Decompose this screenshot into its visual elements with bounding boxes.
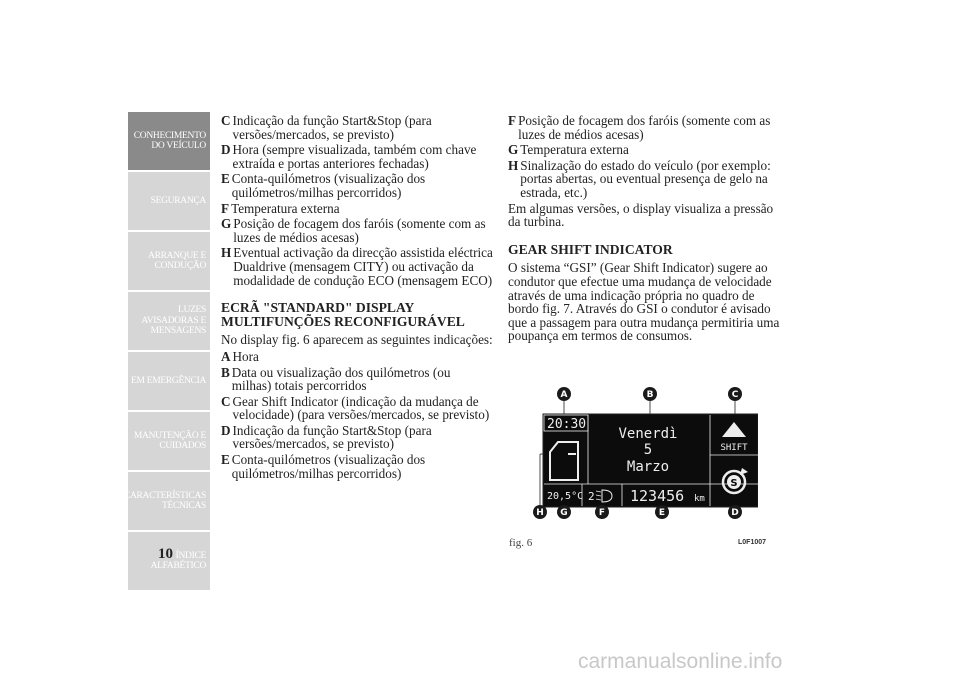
legend-item (221, 202, 493, 216)
item-text: Posição de focagem dos faróis (somente com as luzes de médios acesas) (233, 216, 486, 245)
item-letter: D (221, 142, 231, 158)
display-day: Venerdì (618, 426, 678, 442)
display-figure (530, 384, 758, 530)
section-heading: GEAR SHIFT INDICATOR (508, 241, 673, 257)
legend-item (221, 453, 493, 480)
sidebar-tab[interactable] (128, 292, 210, 350)
display-shift: SHIFT (720, 443, 748, 453)
paragraph: Em algumas versões, o display visualiza a pressão da turbina. (508, 200, 774, 230)
sidebar-nav (123, 112, 210, 592)
callout-label: G (560, 508, 568, 519)
callout-label: H (536, 508, 544, 519)
display-date: 5 (643, 442, 653, 458)
item-letter: H (221, 245, 232, 261)
item-letter: F (508, 113, 517, 128)
item-letter: F (221, 200, 230, 216)
sidebar-tab-label: EM EMERGÊNCIA (131, 375, 206, 386)
item-letter: B (221, 364, 230, 380)
sidebar-tab-label: MANUTENÇÃO E (133, 430, 206, 441)
paragraph: O sistema “GSI” (Gear Shift Indicator) sugere ao condutor que efectue uma mudança de velocidade através de uma indicação própria no quadro de bordo fig. 7. Através do GSI o condutor é avisado que a passagem para outra mudança permitiria uma poupança em termos de consumos. (508, 260, 780, 344)
item-letter: A (221, 348, 231, 364)
item-text: Conta-quilómetros (visualização dos quilómetros/milhas percorridos) (231, 452, 426, 481)
item-list (221, 114, 493, 287)
item-letter: H (508, 157, 519, 173)
sidebar-tab-label: AVISADORAS E (141, 315, 206, 326)
item-letter: D (221, 422, 231, 438)
legend-item (508, 159, 780, 200)
callout-marker (643, 387, 657, 401)
callout-label: A (560, 390, 568, 401)
legend-item (221, 217, 493, 244)
page-number: 10 (158, 546, 173, 562)
callout-label: F (598, 508, 606, 519)
figure-code: L0F1007 (738, 539, 767, 546)
item-text: Temperatura externa (520, 142, 629, 158)
legend-item (221, 246, 493, 287)
legend-item (221, 395, 493, 422)
item-text: Hora (232, 348, 259, 364)
sidebar-tab[interactable] (128, 352, 210, 410)
sidebar-tab-label: SEGURANÇA (150, 195, 206, 206)
sidebar-tab[interactable] (123, 472, 210, 530)
item-letter: G (508, 142, 519, 158)
sidebar-tab[interactable] (128, 232, 210, 290)
sidebar-tab[interactable] (128, 112, 210, 170)
legend-item (221, 350, 493, 364)
sidebar-tab-label: LUZES (177, 305, 206, 316)
legend-item (221, 172, 493, 199)
item-letter: C (221, 113, 231, 128)
callout-marker (655, 505, 669, 519)
display-time: 20:30 (547, 417, 587, 432)
callout-marker (533, 505, 547, 519)
legend-item (221, 143, 493, 170)
sidebar-tab-label: ALFABÉTICO (150, 561, 206, 571)
svg-text:2: 2 (588, 490, 595, 503)
item-text: Temperatura externa (231, 200, 340, 216)
callout-label: B (646, 390, 654, 401)
sidebar-tab-label: CUIDADOS (159, 441, 206, 451)
item-text: Hora (sempre visualizada, também com chave extraída e portas anteriores fechadas) (232, 142, 477, 171)
callout-marker (728, 505, 742, 519)
left-column (221, 114, 493, 482)
sidebar-tab-label: CONHECIMENTO (133, 130, 206, 141)
item-text: Eventual activação da direcção assistida eléctrica Dualdrive (mensagem CITY) ou activação da modalidade de condução ECO (mensagem ECO) (233, 245, 493, 288)
display-unit: km (694, 494, 705, 504)
callout-marker (557, 505, 571, 519)
sidebar-tab-label: DO VEÍCULO (151, 141, 206, 151)
sidebar-tab[interactable] (128, 172, 210, 230)
item-text: Indicação da função Start&Stop (para versões/mercados, se previsto) (232, 113, 432, 142)
item-letter: G (221, 216, 232, 232)
sidebar-tab-label: TÉCNICAS (161, 501, 206, 511)
sidebar-tab-label: ÍNDICE (175, 550, 206, 561)
callout-label: C (731, 390, 739, 401)
legend-item (221, 366, 493, 393)
item-text: Data ou visualização dos quilómetros (ou milhas) totais percorridos (231, 364, 451, 394)
legend-item (221, 424, 493, 451)
item-text: Conta-quilómetros (visualização dos quilómetros/milhas percorridos) (231, 171, 426, 200)
watermark: carmanualsonline.info (578, 650, 783, 673)
callout-label: E (658, 508, 666, 519)
item-letter: E (221, 452, 230, 468)
item-text: Sinalização do estado do veículo (por exemplo: portas abertas, ou eventual presença de gelo na estrada, etc.) (520, 157, 771, 200)
item-text: Gear Shift Indicator (indicação da mudança de velocidade) (para versões/mercados, se previsto) (232, 393, 490, 423)
item-text: Indicação da função Start&Stop (para versões/mercados, se previsto) (232, 422, 432, 452)
sidebar-tab-label: MENSAGENS (150, 326, 206, 337)
legend-item (508, 143, 780, 157)
display-month: Marzo (626, 459, 670, 475)
sidebar-tab[interactable] (128, 412, 210, 470)
sidebar-tab-label: ARRANQUE E (148, 250, 206, 261)
legend-item (508, 114, 780, 141)
item-letter: C (221, 393, 231, 409)
display-temp: 20,5°C (547, 491, 584, 502)
right-column (508, 114, 780, 346)
sidebar-tab-label: CONDUÇÃO (154, 261, 206, 271)
item-text: Posição de focagem dos faróis (somente com as luzes de médios acesas) (518, 113, 771, 142)
item-list (221, 350, 493, 480)
callout-label: D (731, 508, 739, 519)
paragraph: No display fig. 6 aparecem as seguintes indicações: (221, 332, 493, 348)
callout-marker (557, 387, 571, 401)
section-heading: ECRÃ "STANDARD" DISPLAY MULTIFUNÇÕES RECONFIGURÁVEL (221, 300, 465, 329)
callout-marker (728, 387, 742, 401)
callout-marker (595, 505, 609, 519)
item-letter: E (221, 171, 230, 187)
svg-text:S: S (730, 478, 738, 489)
item-list (508, 114, 780, 200)
legend-item (221, 114, 493, 141)
display-odometer: 123456 (630, 487, 685, 505)
sidebar-tab-label: CARACTERÍSTICAS (123, 490, 206, 501)
figure-caption: fig. 6 (509, 537, 533, 549)
